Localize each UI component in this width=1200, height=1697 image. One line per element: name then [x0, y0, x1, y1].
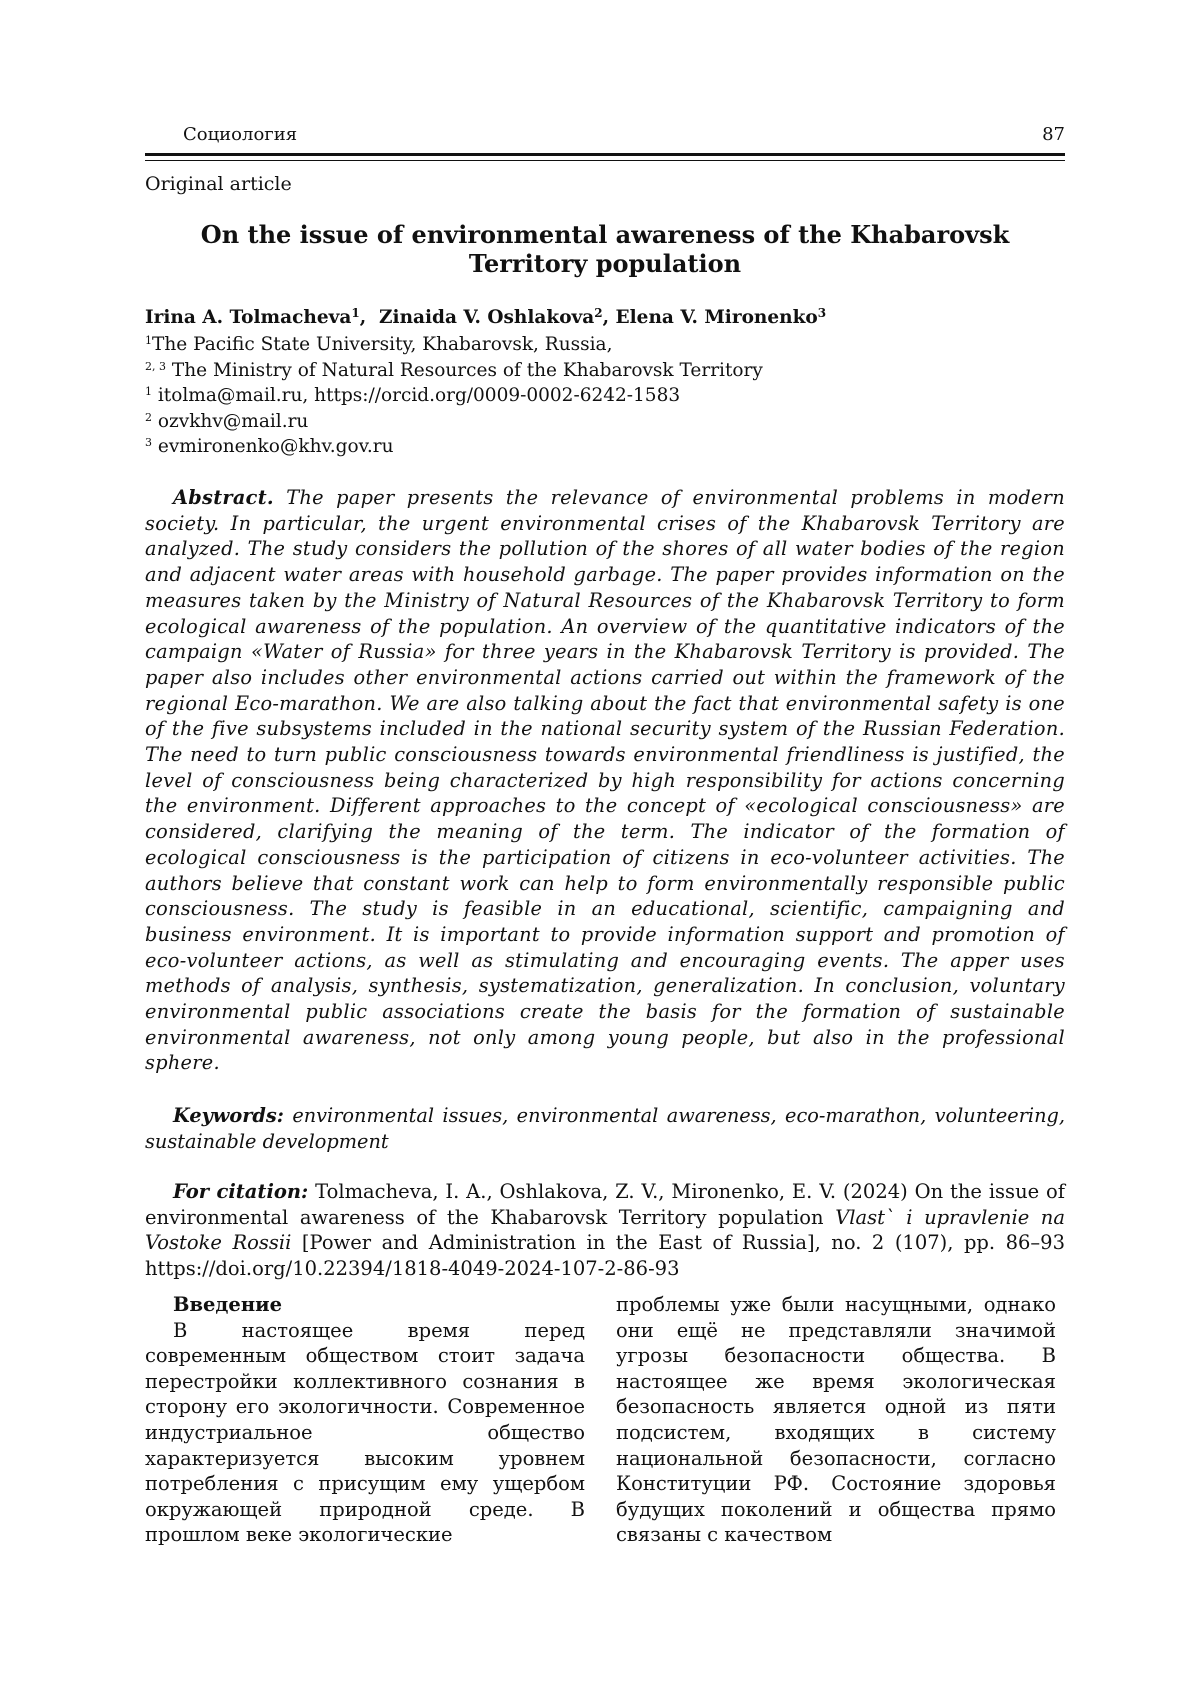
keywords-label: Keywords: — [173, 1104, 284, 1127]
keywords-text: environmental issues, environmental awareness, eco-marathon, volunteering, sustainable development — [145, 1104, 1065, 1153]
email: ozvkhv@mail.ru — [157, 410, 309, 432]
author-mark: 1 — [351, 306, 360, 320]
affiliation-line — [145, 409, 763, 435]
abstract-label: Abstract. — [173, 486, 274, 509]
section-heading: Введение — [173, 1293, 282, 1316]
affiliation-line — [145, 434, 763, 460]
author-name: Elena V. Mironenko — [615, 307, 818, 328]
affiliation-text: The Pacific State University, Khabarovsk, Russia, — [152, 334, 613, 355]
author-list: Irina A. Tolmacheva$^1$, Zinaida V. Oshlakova$^2$, Elena V. Mironenko$^3$ — [145, 306, 827, 328]
citation-journal: Vlast` i upravlenie na Vostoke Rossii — [145, 1205, 1065, 1255]
affiliation-line — [145, 383, 763, 409]
email-orcid: itolma@mail.ru, https://orcid.org/0009-0002-6242-1583 — [157, 385, 681, 406]
citation — [145, 1179, 1065, 1282]
email: evmironenko@khv.gov.ru — [157, 436, 394, 457]
running-header — [145, 124, 1065, 146]
citation-text: Tolmacheva, I. A., Oshlakova, Z. V., Mironenko, E. V. (2024) On the issue of environmental awareness of the Khabarovsk Territory population — [145, 1180, 1065, 1229]
affiliation-line — [145, 332, 763, 358]
abstract — [145, 485, 1065, 1076]
author-mark: 2 — [594, 306, 603, 320]
affiliations — [145, 332, 763, 460]
body-column-left — [145, 1292, 585, 1548]
affiliation-mark: 1 — [145, 385, 152, 398]
affiliation-mark: 2, 3 — [145, 359, 166, 373]
affiliation-line — [145, 358, 763, 384]
author-name: Irina A. Tolmacheva — [145, 307, 352, 328]
abstract-text: The paper presents the relevance of environmental problems in modern society. In particular, the urgent environmental crises of the Khabarovsk Territory are analyzed. The study considers the pollution of the shores of all water bodies of the region and adjacent water areas with household garbage. The paper provides information on the measures taken by the Ministry of Natural Resources of the Khabarovsk Territory to form ecological awareness of the population. An overview of the quantitative indicators of the campaign «Water of Russia» for three years in the Khabarovsk Territory is provided. The paper also includes other environmental actions carried out within the framework of the regional Eco-marathon. We are also talking about the fact that environmental safety is one of the five subsystems included in the national security system of the Russian Federation. The need to turn public consciousness towards environmental friendliness is justified, the level of consciousness being characterized by high responsibility for actions concerning the environment. Different approaches to the concept of «ecological consciousness» are considered, clarifying the meaning of the term. The indicator of the formation of ecological consciousness is the participation of citizens in eco-volunteer activities. The authors believe that constant work can help to form environmentally responsible public consciousness. The study is feasible in an educational, scientific, campaigning and business environment. It is important to provide information support and promotion of eco-volunteer actions, as well as stimulating and encouraging events. The apper uses methods of analysis, synthesis, systematization, generalization. In conclusion, voluntary environmental public associations create the basis for the formation of sustainable environmental awareness, not only among young people, but also in the professional sphere. — [145, 486, 1065, 1075]
affiliation-mark: 3 — [145, 436, 152, 449]
author-name: Zinaida V. Oshlakova — [379, 307, 595, 328]
body-paragraph: В настоящее время перед современным обществом стоит задача перестройки коллективного сознания в сторону его экологичности. Современное индустриальное общество характеризуется высоким уровнем потребления с присущим ему ущербом окружающей природной среде. В прошлом веке экологические — [145, 1318, 585, 1547]
affiliation-mark: 1 — [145, 334, 152, 347]
author-mark: 3 — [817, 306, 827, 320]
header-rule-thick — [145, 153, 1065, 156]
journal-section: Социология — [183, 124, 298, 145]
affiliation-text: The Ministry of Natural Resources of the Khabarovsk Territory — [171, 359, 763, 381]
keywords — [145, 1103, 1065, 1154]
body-column-right — [616, 1292, 1056, 1548]
article-title: On the issue of environmental awareness of the Khabarovsk Territory population — [200, 220, 1010, 278]
body-paragraph: проблемы уже были насущными, однако они ещё не представляли значимой угрозы безопасности общества. В настоящее же время экологическая безопасность является одной из пяти подсистем, входящих в систему национальной безопасности, согласно Конституции РФ. Состояние здоровья будущих поколений и общества прямо связаны с качеством — [616, 1293, 1056, 1547]
affiliation-mark: 2 — [145, 410, 152, 424]
citation-details: [Power and Administration in the East of Russia], no. 2 (107), pp. 86–93 https://doi.org/10.22394/1818-4049-2024-107-2-86-93 — [145, 1231, 1065, 1281]
header-rule-thin — [145, 160, 1065, 161]
page-number: 87 — [1042, 124, 1065, 145]
citation-label: For citation: — [173, 1180, 309, 1203]
article-type: Original article — [145, 173, 292, 195]
